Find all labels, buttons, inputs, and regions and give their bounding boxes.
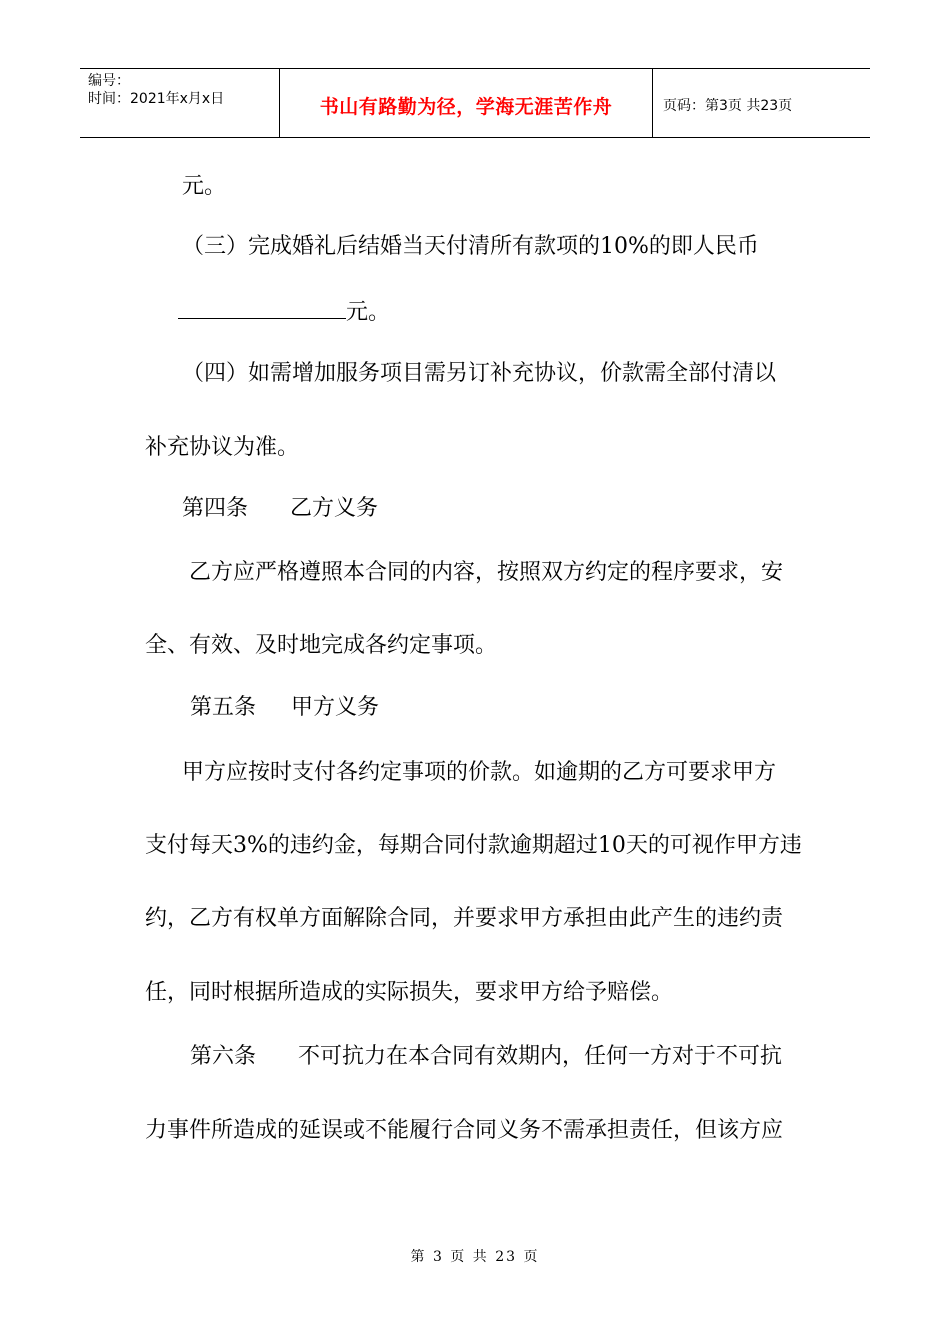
body-line-15: 力事件所造成的延误或不能履行合同义务不需承担责任，但该方应 — [145, 1118, 784, 1143]
body-line-10: 甲方应按时支付各约定事项的价款。如逾期的乙方可要求甲方 — [182, 760, 777, 785]
header-motto: 书山有路勤为径，学海无涯苦作舟 — [280, 69, 653, 137]
body-line-8: 全、有效、及时地完成各约定事项。 — [145, 633, 498, 658]
body-line-2: （三）完成婚礼后结婚当天付清所有款项的10%的即人民币 — [182, 234, 759, 259]
header-time-label: 时间：2021年x月x日 — [88, 91, 225, 107]
body-line-3-text: 元。 — [346, 300, 391, 325]
body-line-7: 乙方应严格遵照本合同的内容，按照双方约定的程序要求，安 — [182, 560, 783, 585]
header-number-label: 编号： — [88, 73, 130, 89]
header-page-info: 页码：第3页 共23页 — [663, 98, 793, 114]
body-line-1: 元。 — [182, 174, 227, 199]
body-line-13: 任，同时根据所造成的实际损失，要求甲方给予赔偿。 — [145, 980, 674, 1005]
page-header — [80, 68, 870, 138]
body-line-5: 补充协议为准。 — [145, 435, 300, 460]
fill-in-blank — [178, 296, 346, 319]
article-6-heading: 第六条 不可抗力在本合同有效期内，任何一方对于不可抗 — [190, 1044, 782, 1069]
body-line-11: 支付每天3%的违约金，每期合同付款逾期超过10天的可视作甲方违 — [145, 833, 802, 858]
page-footer: 第 3 页 共 23 页 — [410, 1249, 540, 1265]
article-4-heading: 第四条 乙方义务 — [182, 496, 378, 521]
body-line-3 — [178, 296, 390, 328]
body-line-4: （四）如需增加服务项目需另订补充协议，价款需全部付清以 — [182, 361, 777, 386]
article-5-heading: 第五条 甲方义务 — [190, 695, 379, 720]
header-meta — [80, 69, 280, 137]
body-line-12: 约，乙方有权单方面解除合同，并要求甲方承担由此产生的违约责 — [145, 906, 784, 931]
